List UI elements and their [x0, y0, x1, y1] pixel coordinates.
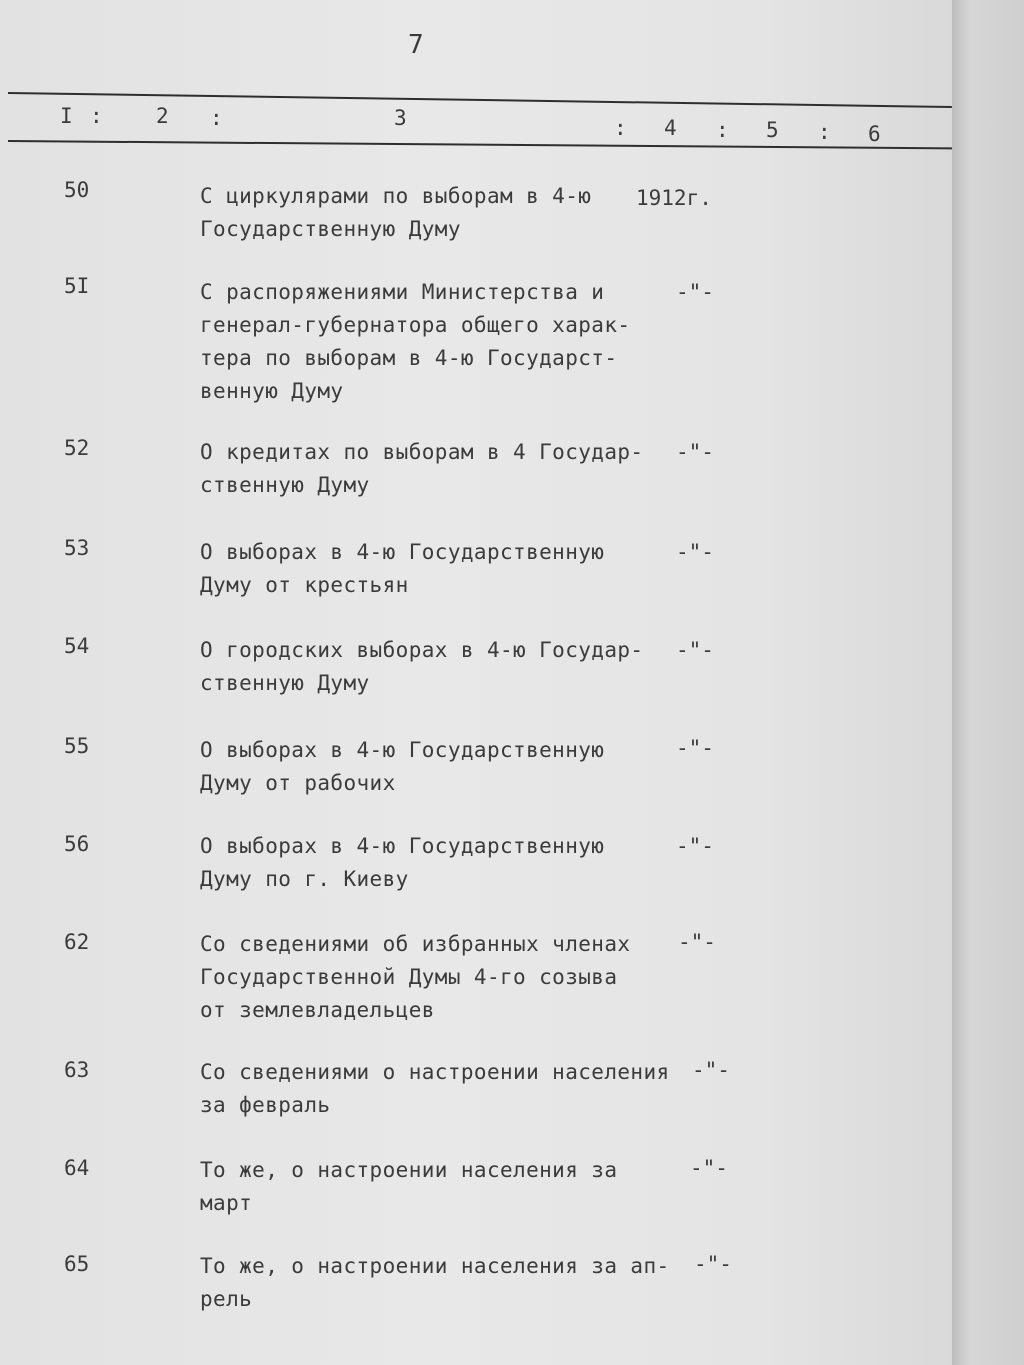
case-title-line: Со сведениями о настроении населения: [200, 1060, 670, 1084]
case-title-line: за февраль: [200, 1093, 331, 1117]
column-separator: :: [210, 106, 223, 130]
case-date: 1912г.: [636, 186, 712, 210]
case-title: [200, 276, 680, 408]
case-date: -"-: [690, 1156, 728, 1180]
case-title-line: рель: [200, 1287, 253, 1311]
case-title-line: С циркулярами по выборам в 4-ю: [200, 184, 592, 208]
case-date: -"-: [676, 638, 714, 662]
case-title-line: Думу по г. Киеву: [200, 867, 409, 891]
case-date: -"-: [676, 540, 714, 564]
case-title-line: С распоряжениями Министерства и: [200, 280, 605, 304]
case-date: -"-: [678, 930, 716, 954]
case-title: [200, 1250, 700, 1316]
case-title-line: генерал-губернатора общего харак-: [200, 313, 631, 337]
page-edge: [952, 0, 1024, 1365]
case-number: 53: [64, 536, 90, 560]
case-title: [200, 1056, 720, 1122]
case-title-line: О выборах в 4-ю Государственную: [200, 540, 605, 564]
case-title-line: тера по выборам в 4-ю Государст-: [200, 346, 618, 370]
case-title-line: Думу от рабочих: [200, 771, 396, 795]
case-title: [200, 1154, 680, 1220]
column-separator: :: [90, 104, 103, 128]
column-separator: :: [818, 120, 831, 144]
case-title-line: То же, о настроении населения за ап-: [200, 1254, 670, 1278]
case-number: 56: [64, 832, 90, 856]
page-number: 7: [408, 30, 425, 60]
case-title: [200, 830, 680, 896]
case-title-line: О выборах в 4-ю Государственную: [200, 738, 605, 762]
column-header-3: 3: [394, 106, 407, 130]
case-number: 64: [64, 1156, 90, 1180]
column-header-5: 5: [766, 118, 779, 142]
case-date: -"-: [676, 736, 714, 760]
case-title-line: ственную Думу: [200, 473, 370, 497]
case-date: -"-: [694, 1252, 732, 1276]
case-number: 5I: [64, 274, 90, 298]
case-number: 54: [64, 634, 90, 658]
case-title-line: О городских выборах в 4-ю Государ-: [200, 638, 644, 662]
case-title: [200, 928, 680, 1027]
case-number: 62: [64, 930, 90, 954]
case-title-line: Со сведениями об избранных членах: [200, 932, 631, 956]
column-header-4: 4: [664, 116, 677, 140]
case-title: [200, 180, 680, 246]
column-header-1: I: [60, 104, 73, 128]
case-title-line: Государственной Думы 4-го созыва: [200, 965, 618, 989]
case-title-line: Государственную Думу: [200, 217, 461, 241]
case-date: -"-: [676, 834, 714, 858]
case-title: [200, 634, 680, 700]
column-header-2: 2: [156, 104, 169, 128]
case-title-line: от землевладельцев: [200, 998, 435, 1022]
case-title: [200, 436, 680, 502]
case-title: [200, 536, 680, 602]
column-separator: :: [614, 116, 627, 140]
case-date: -"-: [676, 440, 714, 464]
case-title-line: март: [200, 1191, 253, 1215]
case-number: 55: [64, 734, 90, 758]
case-number: 50: [64, 178, 90, 202]
case-title-line: Думу от крестьян: [200, 573, 409, 597]
case-number: 52: [64, 436, 90, 460]
case-title-line: О выборах в 4-ю Государственную: [200, 834, 605, 858]
column-separator: :: [716, 118, 729, 142]
case-title-line: ственную Думу: [200, 671, 370, 695]
column-header-6: 6: [868, 122, 881, 146]
case-title-line: венную Думу: [200, 379, 344, 403]
case-number: 63: [64, 1058, 90, 1082]
case-date: -"-: [676, 280, 714, 304]
case-date: -"-: [692, 1058, 730, 1082]
case-title-line: О кредитах по выборам в 4 Государ-: [200, 440, 644, 464]
case-title: [200, 734, 680, 800]
case-number: 65: [64, 1252, 90, 1276]
case-title-line: То же, о настроении населения за: [200, 1158, 618, 1182]
